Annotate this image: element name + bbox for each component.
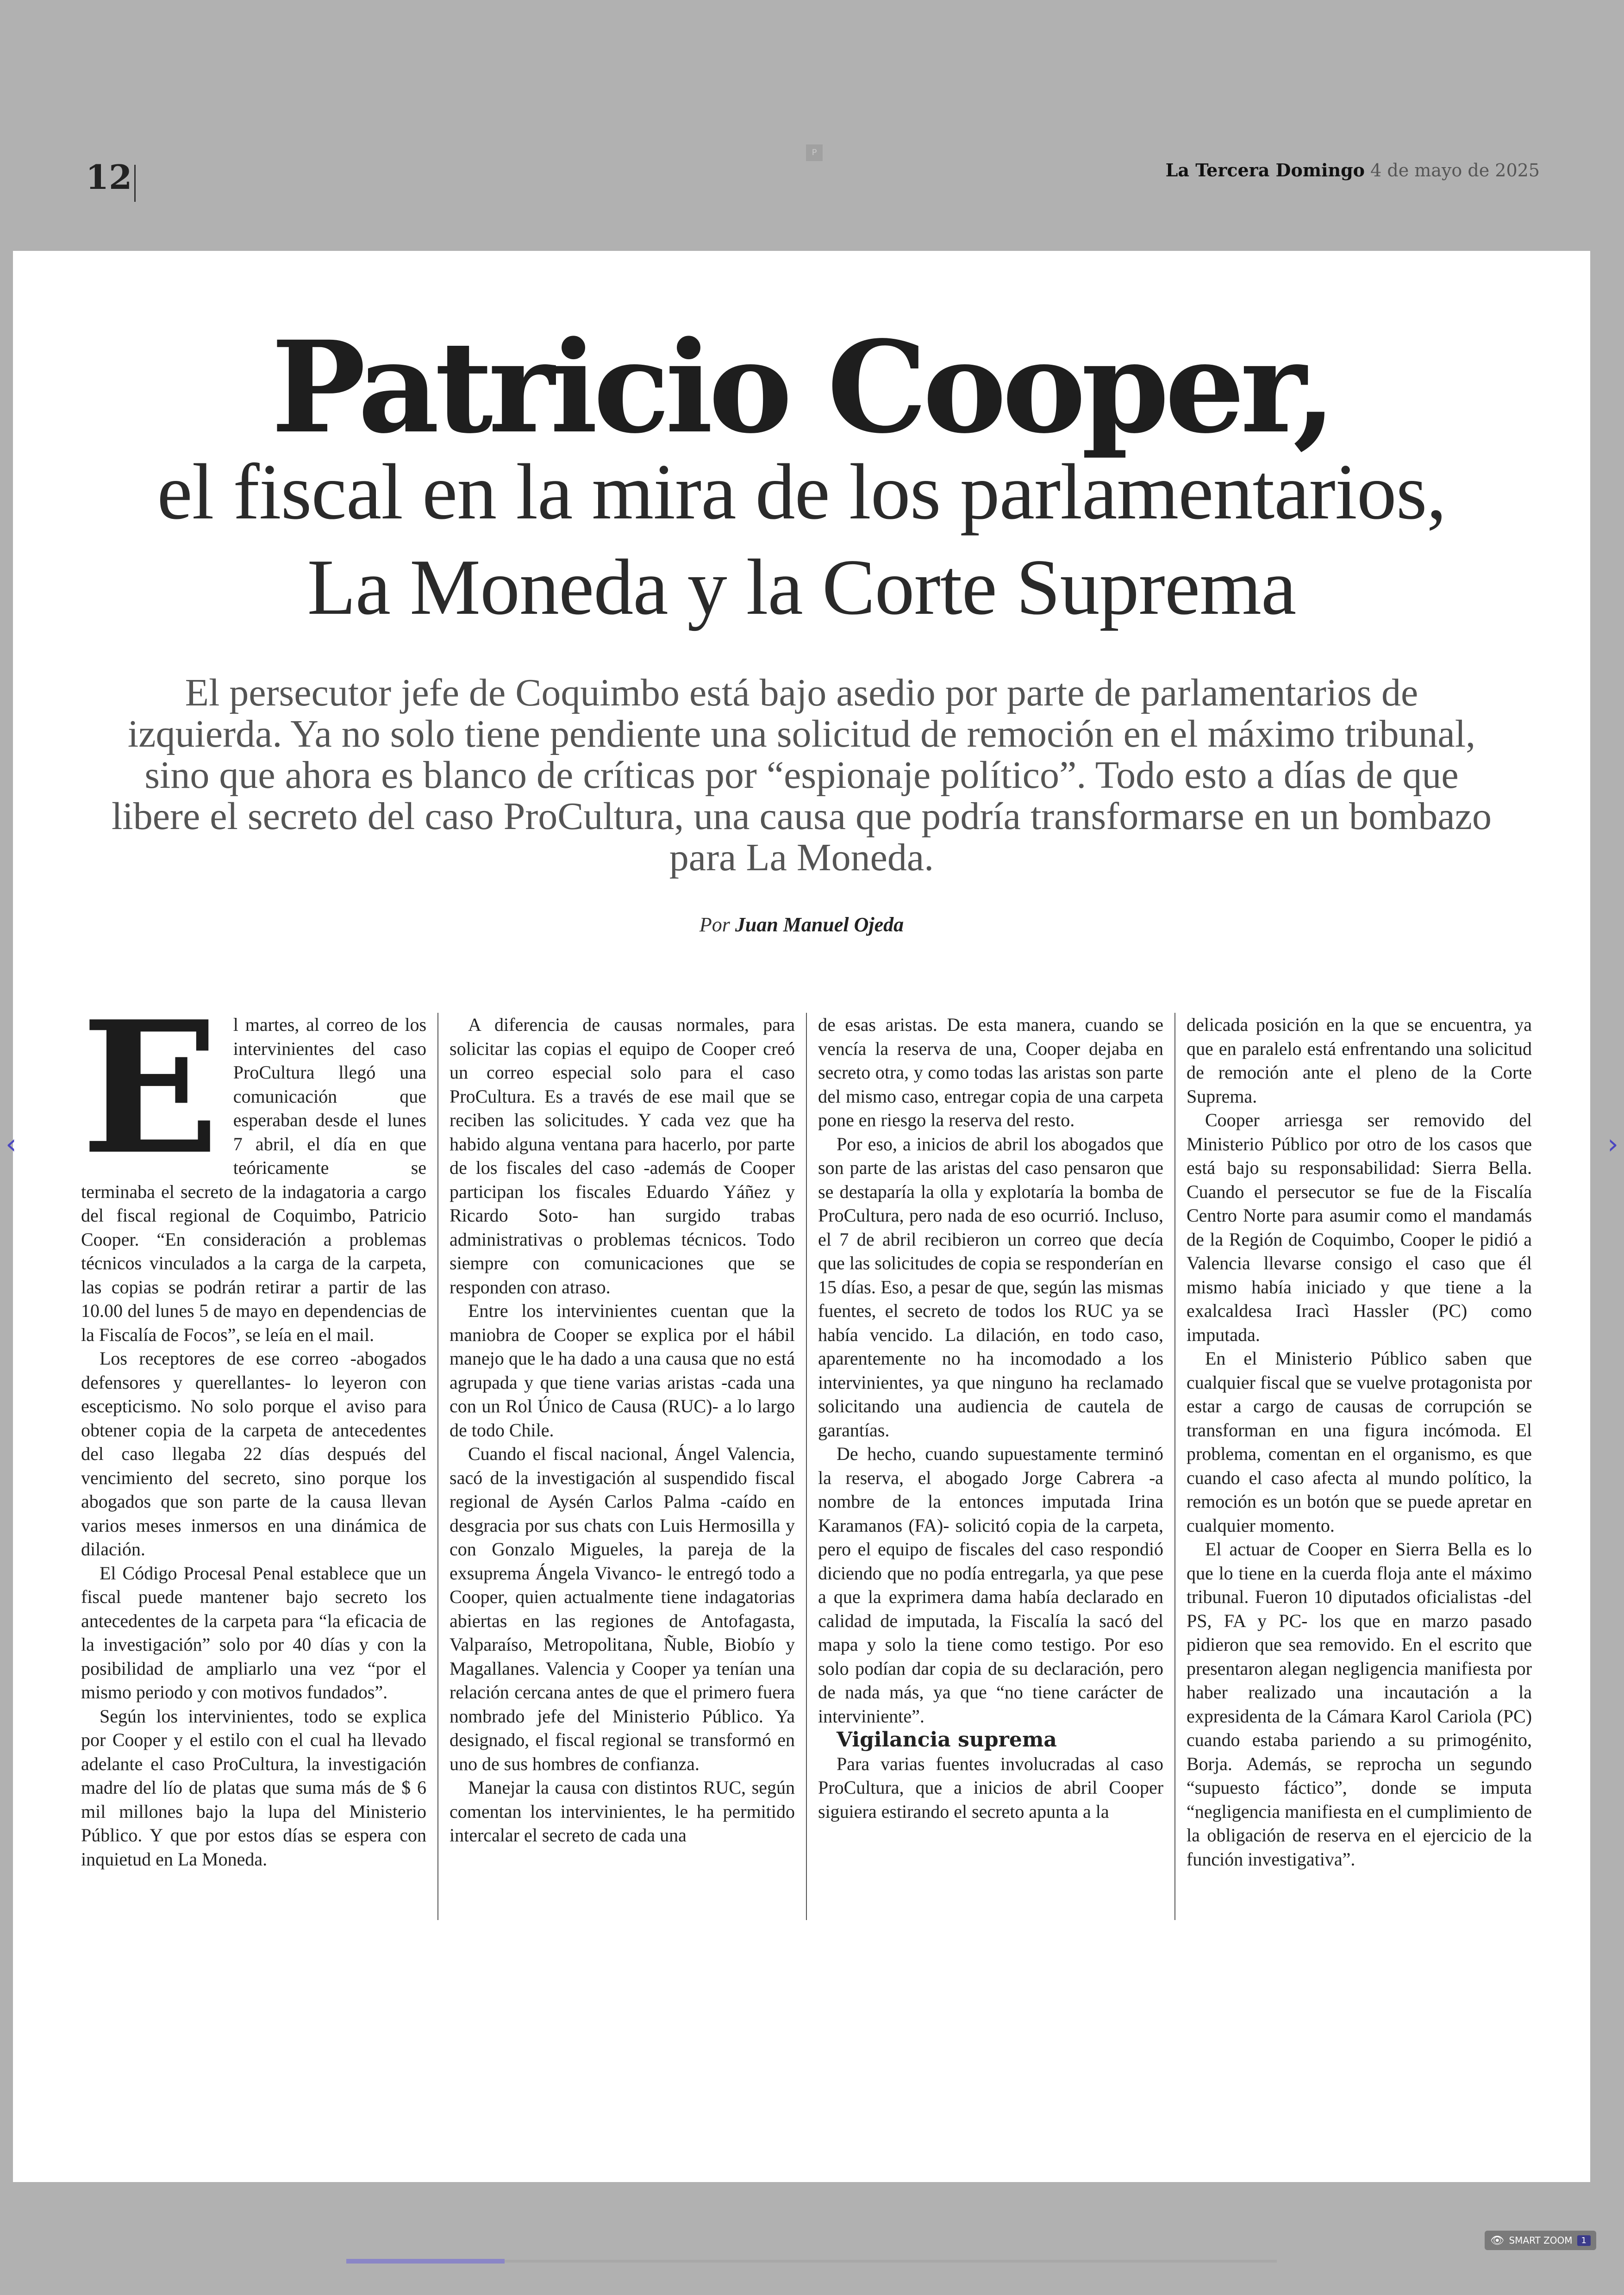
column-1 [73,982,435,1920]
column-divider [437,1013,438,1920]
page-marker[interactable]: P [806,144,823,161]
paragraph: Para varias fuentes involucradas al caso ProCultura, que a inicios de abril Cooper siguiera estirando el secreto apunta a la [818,1753,1164,1822]
column-3 [810,1013,1172,1920]
publication-name: La Tercera Domingo [1165,160,1365,181]
byline [13,913,1590,936]
page-progress-fill [346,2259,505,2264]
page-number: 12 [86,157,132,197]
masthead [1166,160,1540,181]
column-2 [441,1013,803,1920]
chevron-left-icon[interactable]: ‹ [6,1128,17,1160]
eye-icon: 👁 [1490,2234,1505,2247]
column-divider [806,1013,807,1920]
paragraph: A diferencia de causas normales, para solicitar las copias el equipo de Cooper creó un correo especial solo para el caso ProCultura. Es a través de ese mail que se reciben las solicitudes. Y cada vez que ha habido alguna ventana para hacerlo, por parte de los fiscales del caso -además de Cooper participan los fiscales Eduardo Yáñez y Ricardo Soto- han surgido trabas administrativas o problemas técnicos. Todo siempre con comunicaciones que se responden con atraso. [450,1014,795,1297]
paragraph: Manejar la causa con distintos RUC, según comentan los intervinientes, le ha permitido intercalar el secreto de cada una [450,1777,795,1846]
paragraph: Cuando el fiscal nacional, Ángel Valencia, sacó de la investigación al suspendido fiscal regional de Aysén Carlos Palma -caído en desgracia por sus chats con Luis Hermosilla y con Gonzalo Migueles, la pareja de la exsuprema Ángela Vivanco- le entregó todo a Cooper, quien actualmente tiene indagatorias abiertas en las regiones de Antofagasta, Valparaíso, Metropolitana, Ñuble, Biobío y Magallanes. Valencia y Cooper ya tenían una relación cercana antes de que el primero fuera nombrado jefe del Ministerio Público. Ya designado, el fiscal regional se transformó en uno de sus hombres de confianza. [450,1443,795,1774]
paragraph: Por eso, a inicios de abril los abogados que son parte de las aristas del caso pensaron que se destaparía la olla y explotaría la bomba de ProCultura, pero nada de eso ocurrió. Incluso, el 7 de abril recibieron un correo que decía que las solicitudes de copia se responderían en 15 días. Eso, a pesar de que, según las mismas fuentes, el secreto de todos los RUC ya se había vencido. La dilación, en todo caso, aparentemente no ha incomodado a los intervinientes, ya que ninguno ha reclamado solicitando una audiencia de cautela de garantías. [818,1133,1164,1441]
paragraph: Según los intervinientes, todo se explica por Cooper y el estilo con el cual ha llevado adelante el caso ProCultura, la investigación madre del lío de platas que suma más de $ 6 mil millones bajo la lupa del Ministerio Público. Y que por estos días se espera con inquietud en La Moneda. [81,1705,427,1870]
smart-zoom-label: SMART ZOOM [1509,2235,1573,2246]
column-divider [1174,1013,1175,1920]
paragraph: de esas aristas. De esta manera, cuando se vencía la reserva de una, Cooper dejaba en secreto otra, y como todas las aristas son parte del mismo caso, entregar copia de una carpeta pone en riesgo la reserva del resto. [818,1014,1164,1130]
paragraph: Entre los intervinientes cuentan que la maniobra de Cooper se explica por el hábil manejo que le ha dado a una causa que no está agrupada y que tiene varias aristas -cada una con un Rol Único de Causa (RUC)- a lo largo de todo Chile. [450,1300,795,1441]
byline-author: Juan Manuel Ojeda [735,913,904,936]
paragraph: El Código Procesal Penal establece que un fiscal puede mantener bajo secreto los antecedentes de la carpeta para “la eficacia de la investigación” solo por 40 días y con la posibilidad de ampliarlo una vez “por el mismo periodo y con motivos fundados”. [81,1562,427,1703]
byline-prefix: Por [699,913,730,936]
subtitle-line-1: el fiscal en la mira de los parlamentarios, [157,448,1446,536]
paragraph: El actuar de Cooper en Sierra Bella es lo que lo tiene en la cuerda floja ante el máximo tribunal. Fueron 10 diputados oficialistas -del PS, FA y PC- los que en marzo pasado pidieron que sea removido. En el escrito que presentaron alegan negligencia manifiesta por haber realizado una incautación a la expresidenta de la Cámara Karol Cariola (PC) cuando estaba pariendo a su primogénito, Borja. Además, se reprocha un segundo “supuesto fáctico”, donde se imputa “negligencia manifiesta en el cumplimiento de la obligación de reserva en el ejercicio de la función investigativa”. [1187,1539,1532,1870]
paragraph: delicada posición en la que se encuentra, ya que en paralelo está enfrentando una solicitud de remoción ante el pleno de la Corte Suprema. [1187,1014,1532,1107]
section-subhead: Vigilancia suprema [837,1728,1057,1752]
paragraph: De hecho, cuando supuestamente terminó la reserva, el abogado Jorge Cabrera -a nombre de la entonces imputada Irina Karamanos (FA)- solicitó copia de la carpeta, pero el equipo de fiscales del caso respondió diciendo que no podía entregarla, ya que pese a que la exprimera dama había declarado en calidad de imputada, la Fiscalía la sacó del mapa y solo la tiene como testigo. Por eso solo podían dar copia de su declaración, pero de nada más, ya que “no tiene carácter de interviniente”. [818,1443,1164,1727]
article-subtitle [13,444,1590,635]
article-body [73,982,1540,1920]
subtitle-line-2: La Moneda y la Corte Suprema [307,543,1296,631]
drop-cap: E [81,982,219,1195]
paragraph: En el Ministerio Público saben que cualquier fiscal que se vuelve protagonista por estar a cargo de causas de corrupción se transforman en una figura incómoda. El problema, comentan en el organismo, es que cuando el caso afecta al mundo político, la remoción es un botón que se puede apretar en cualquier momento. [1187,1348,1532,1536]
column-4 [1178,1013,1540,1920]
paragraph: Los receptores de ese correo -abogados defensores y querellantes- lo leyeron con escepticismo. No solo porque el aviso para obtener copia de la carpeta de antecedentes del caso llegaba 22 días después del vencimiento del secreto, sino porque los abogados que son parte de la causa llevan varios meses inmersos en una dinámica de dilación. [81,1348,427,1559]
smart-zoom-badge: 1 [1577,2235,1591,2246]
chevron-right-icon[interactable]: › [1607,1128,1618,1160]
paragraph: l martes, al correo de los intervinientes del caso ProCultura llegó una comunicación que esperaban desde el lunes 7 abril, el día en que teóricamente se terminaba el secreto de la indagatoria a cargo del fiscal regional de Coquimbo, Patricio Cooper. “En consideración a problemas técnicos vinculados a la carga de la carpeta, las copias se podrán retirar a partir de las 10.00 del lunes 5 de mayo en dependencias de la Fiscalía de Focos”, se leía en el mail. [81,1014,427,1345]
article-title: Patricio Cooper, [271,314,1332,461]
smart-zoom-button[interactable] [1485,2231,1596,2250]
paragraph: Cooper arriesga ser removido del Ministerio Público por otro de los casos que está bajo su responsabilidad: Sierra Bella. Cuando el persecutor se fue de la Fiscalía Centro Norte para asumir como el mandamás de la Región de Coquimbo, Cooper le pidió a Valencia llevarse consigo el caso que él mismo había iniciado y que tiene a la exalcaldesa Iracì Hassler (PC) como imputada. [1187,1110,1532,1345]
article-lede: El persecutor jefe de Coquimbo está bajo asedio por parte de parlamentarios de izquierda. Ya no solo tiene pendiente una solicitud de remoción en el máximo tribunal, sino que ahora es blanco de críticas por “espionaje político”. Todo esto a días de que libere el secreto del caso ProCultura, una causa que podría transformarse en un bombazo para La Moneda. [112,671,1492,879]
publication-date: 4 de mayo de 2025 [1370,160,1540,181]
page-number-rule [134,165,136,202]
